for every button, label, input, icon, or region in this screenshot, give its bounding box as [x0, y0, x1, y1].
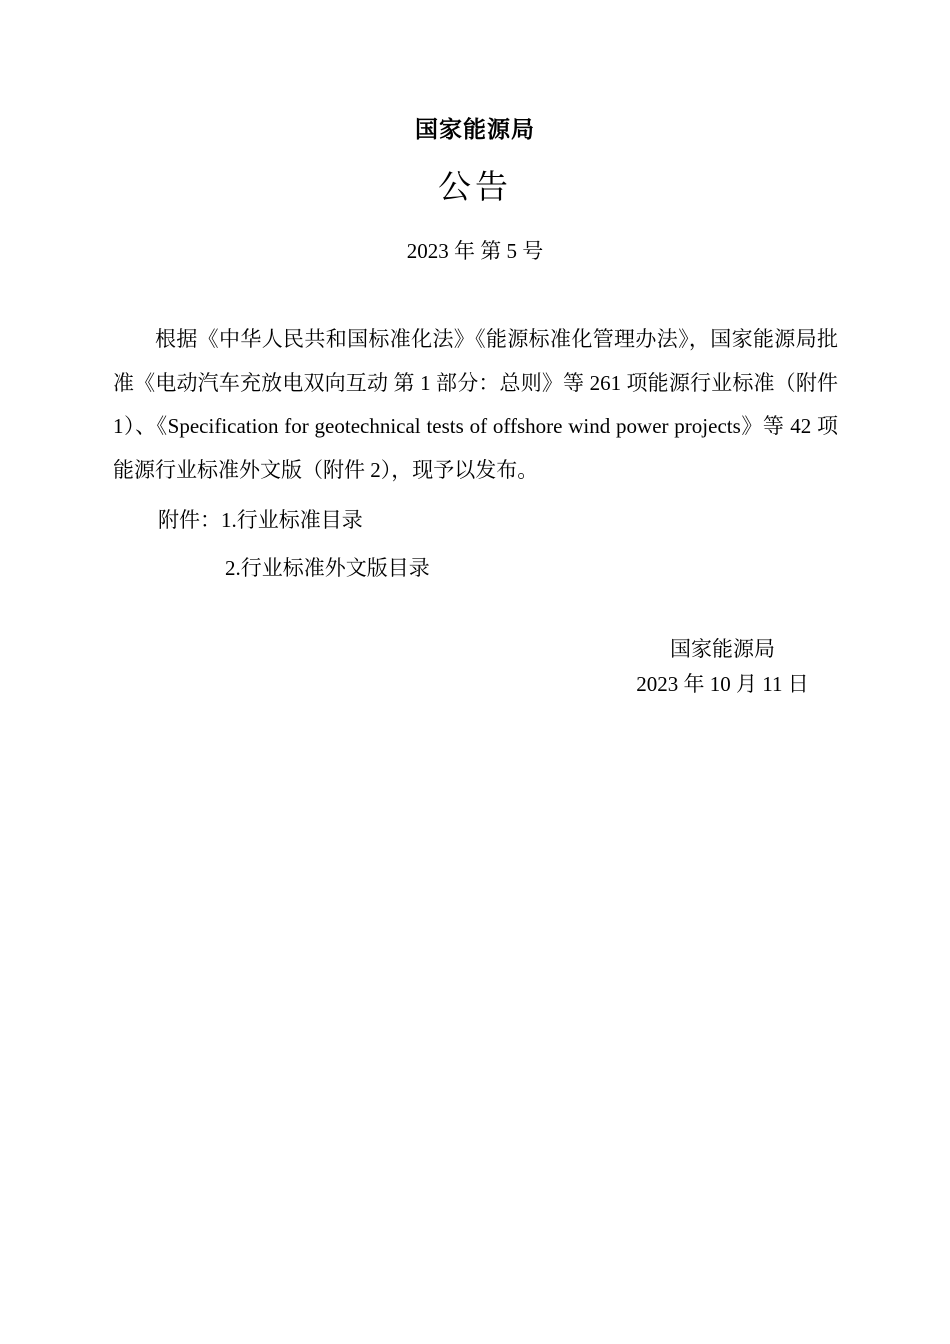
signature-date: 2023 年 10 月 11 日 [636, 672, 809, 696]
attachment-item-2: 2.行业标准外文版目录 [225, 556, 430, 580]
announcement-body: 根据《中华人民共和国标准化法》《能源标准化管理办法》，国家能源局批准《电动汽车充放电双向互动 第 1 部分：总则》等 261 项能源行业标准（附件 1）、《Specification for geotechnical tests of offshore wind power projects》等 42 项能源行业标准外文版（附件 2），现予以发布。 [113, 327, 838, 482]
signature-org: 国家能源局 [670, 637, 775, 661]
document-number: 2023 年 第 5 号 [406, 239, 544, 263]
document-title: 公告 [438, 167, 512, 206]
issuer-heading: 国家能源局 [415, 117, 535, 143]
attachment-item-1: 附件：1.行业标准目录 [158, 508, 363, 532]
